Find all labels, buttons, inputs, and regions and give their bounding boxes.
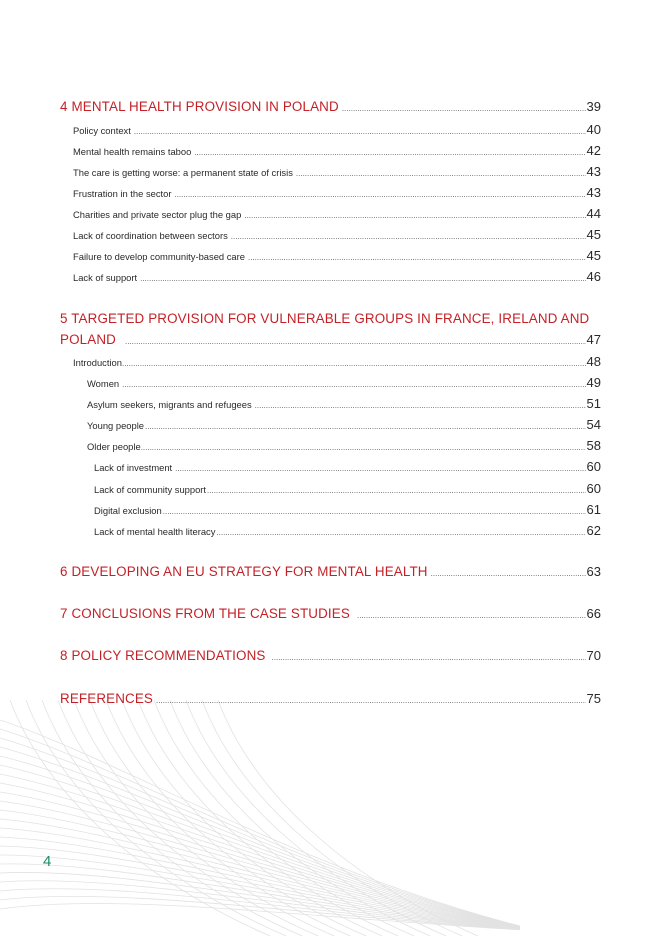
toc-entry-title: 6 DEVELOPING AN EU STRATEGY FOR MENTAL HEALTH: [60, 564, 428, 579]
toc-entry-title: Older people: [87, 441, 141, 452]
dot-leader: [134, 127, 586, 136]
toc-entry-title: 8 POLICY RECOMMENDATIONS: [60, 648, 266, 663]
toc-entry[interactable]: [73, 206, 601, 221]
toc-entry-title: Asylum seekers, migrants and refugees: [87, 399, 252, 410]
toc-entry-title: Frustration in the sector: [73, 188, 172, 199]
toc-entry-section-5[interactable]: [60, 332, 601, 347]
dot-leader: [216, 528, 585, 537]
decorative-curve: [0, 765, 520, 927]
toc-entry-section-7[interactable]: [60, 606, 601, 621]
toc-entry-page: 45: [586, 248, 601, 263]
dot-leader: [342, 104, 586, 113]
toc-entry-page: 43: [586, 185, 601, 200]
toc-entry-page: 44: [586, 206, 601, 221]
decorative-curve: [218, 700, 478, 936]
toc-entry-page: 63: [586, 564, 601, 579]
toc-entry-title: Policy context: [73, 125, 131, 136]
toc-entry[interactable]: [94, 502, 601, 517]
dot-leader: [272, 653, 586, 662]
toc-entry-section-4[interactable]: [60, 99, 601, 114]
toc-entry-page: 43: [586, 164, 601, 179]
page-number: 4: [43, 853, 52, 870]
toc-entry-title: 7 CONCLUSIONS FROM THE CASE STUDIES: [60, 606, 350, 621]
toc-entry-page: 58: [586, 438, 601, 453]
dot-leader: [163, 507, 586, 516]
decorative-curve: [0, 881, 520, 930]
toc-entry-page: 70: [586, 648, 601, 663]
toc-entry-references[interactable]: [60, 691, 601, 706]
dot-leader: [122, 380, 585, 389]
toc-entry-title: Lack of coordination between sectors: [73, 230, 228, 241]
toc-entry-introduction[interactable]: [73, 354, 601, 369]
toc-entry[interactable]: [94, 481, 601, 496]
toc-entry-page: 61: [586, 502, 601, 517]
toc-entry-page: 60: [586, 481, 601, 496]
toc-entry-title: Women: [87, 378, 120, 389]
toc-entry[interactable]: [73, 164, 601, 179]
toc-entry[interactable]: [94, 523, 601, 538]
toc-entry[interactable]: [73, 269, 601, 284]
toc-entry-page: 47: [586, 332, 601, 347]
toc-entry-title: Lack of mental health literacy: [94, 526, 216, 537]
toc-entry-page: 40: [586, 122, 601, 137]
dot-leader: [145, 422, 586, 431]
dot-leader: [141, 443, 586, 452]
toc-entry-title: Lack of support: [73, 272, 138, 283]
toc-entry-title: Digital exclusion: [94, 505, 162, 516]
toc-entry-title: The care is getting worse: a permanent state of crisis: [73, 167, 293, 178]
dot-leader: [125, 337, 586, 346]
toc-entry[interactable]: [87, 417, 601, 432]
toc-entry-title: Lack of investment: [94, 462, 173, 473]
toc-entry-page: 49: [586, 375, 601, 390]
decorative-curve: [0, 872, 520, 929]
toc-entry[interactable]: [73, 227, 601, 242]
toc-entry-page: 39: [586, 99, 601, 114]
dot-leader: [357, 611, 586, 620]
toc-entry[interactable]: [73, 122, 601, 137]
toc-entry-title: Young people: [87, 420, 145, 431]
toc-entry-page: 62: [586, 523, 601, 538]
toc-entry-section-6[interactable]: [60, 564, 601, 579]
toc-entry-page: 54: [586, 417, 601, 432]
toc-entry-page: 75: [586, 691, 601, 706]
toc-entry-section-8[interactable]: [60, 648, 601, 663]
dot-leader: [140, 274, 585, 283]
toc-entry-page: 42: [586, 143, 601, 158]
dot-leader: [231, 232, 586, 241]
toc-entry-page: 60: [586, 459, 601, 474]
toc-entry-title: 4 MENTAL HEALTH PROVISION IN POLAND: [60, 99, 339, 114]
dot-leader: [194, 148, 585, 157]
toc-entry-page: 46: [586, 269, 601, 284]
dot-leader: [156, 696, 586, 705]
toc-entry-title: REFERENCES: [60, 691, 154, 706]
toc-entry-title: Lack of community support: [94, 484, 207, 495]
dot-leader: [244, 211, 585, 220]
toc-entry-page: 45: [586, 227, 601, 242]
dot-leader: [248, 253, 586, 262]
toc-entry-title: POLAND: [60, 332, 116, 347]
toc-entry-page: 48: [586, 354, 601, 369]
toc-entry[interactable]: [73, 185, 601, 200]
toc-entry-title: Charities and private sector plug the gap: [73, 209, 242, 220]
toc-entry[interactable]: [73, 248, 601, 263]
dot-leader: [122, 359, 586, 368]
toc-entry-page: 66: [586, 606, 601, 621]
toc-entry-title: Failure to develop community-based care: [73, 251, 245, 262]
toc-entry[interactable]: [94, 459, 601, 474]
toc-entry-title: Mental health remains taboo: [73, 146, 192, 157]
decorative-curve: [0, 720, 520, 926]
dot-leader: [207, 486, 586, 495]
decorative-curve: [0, 756, 520, 927]
dot-leader: [175, 464, 585, 473]
dot-leader: [255, 401, 586, 410]
toc-entry[interactable]: [87, 396, 601, 411]
toc-entry[interactable]: [87, 375, 601, 390]
toc-entry-title: Introduction: [73, 357, 122, 368]
dot-leader: [296, 169, 586, 178]
toc-entry[interactable]: [87, 438, 601, 453]
toc-entry-section-5-title-line1[interactable]: 5 TARGETED PROVISION FOR VULNERABLE GROUPS IN FRANCE, IRELAND AND: [60, 311, 590, 326]
dot-leader: [174, 190, 585, 199]
toc-entry[interactable]: [73, 143, 601, 158]
toc-entry-page: 51: [586, 396, 601, 411]
decorative-wave-lines: [0, 700, 520, 936]
dot-leader: [431, 569, 586, 578]
